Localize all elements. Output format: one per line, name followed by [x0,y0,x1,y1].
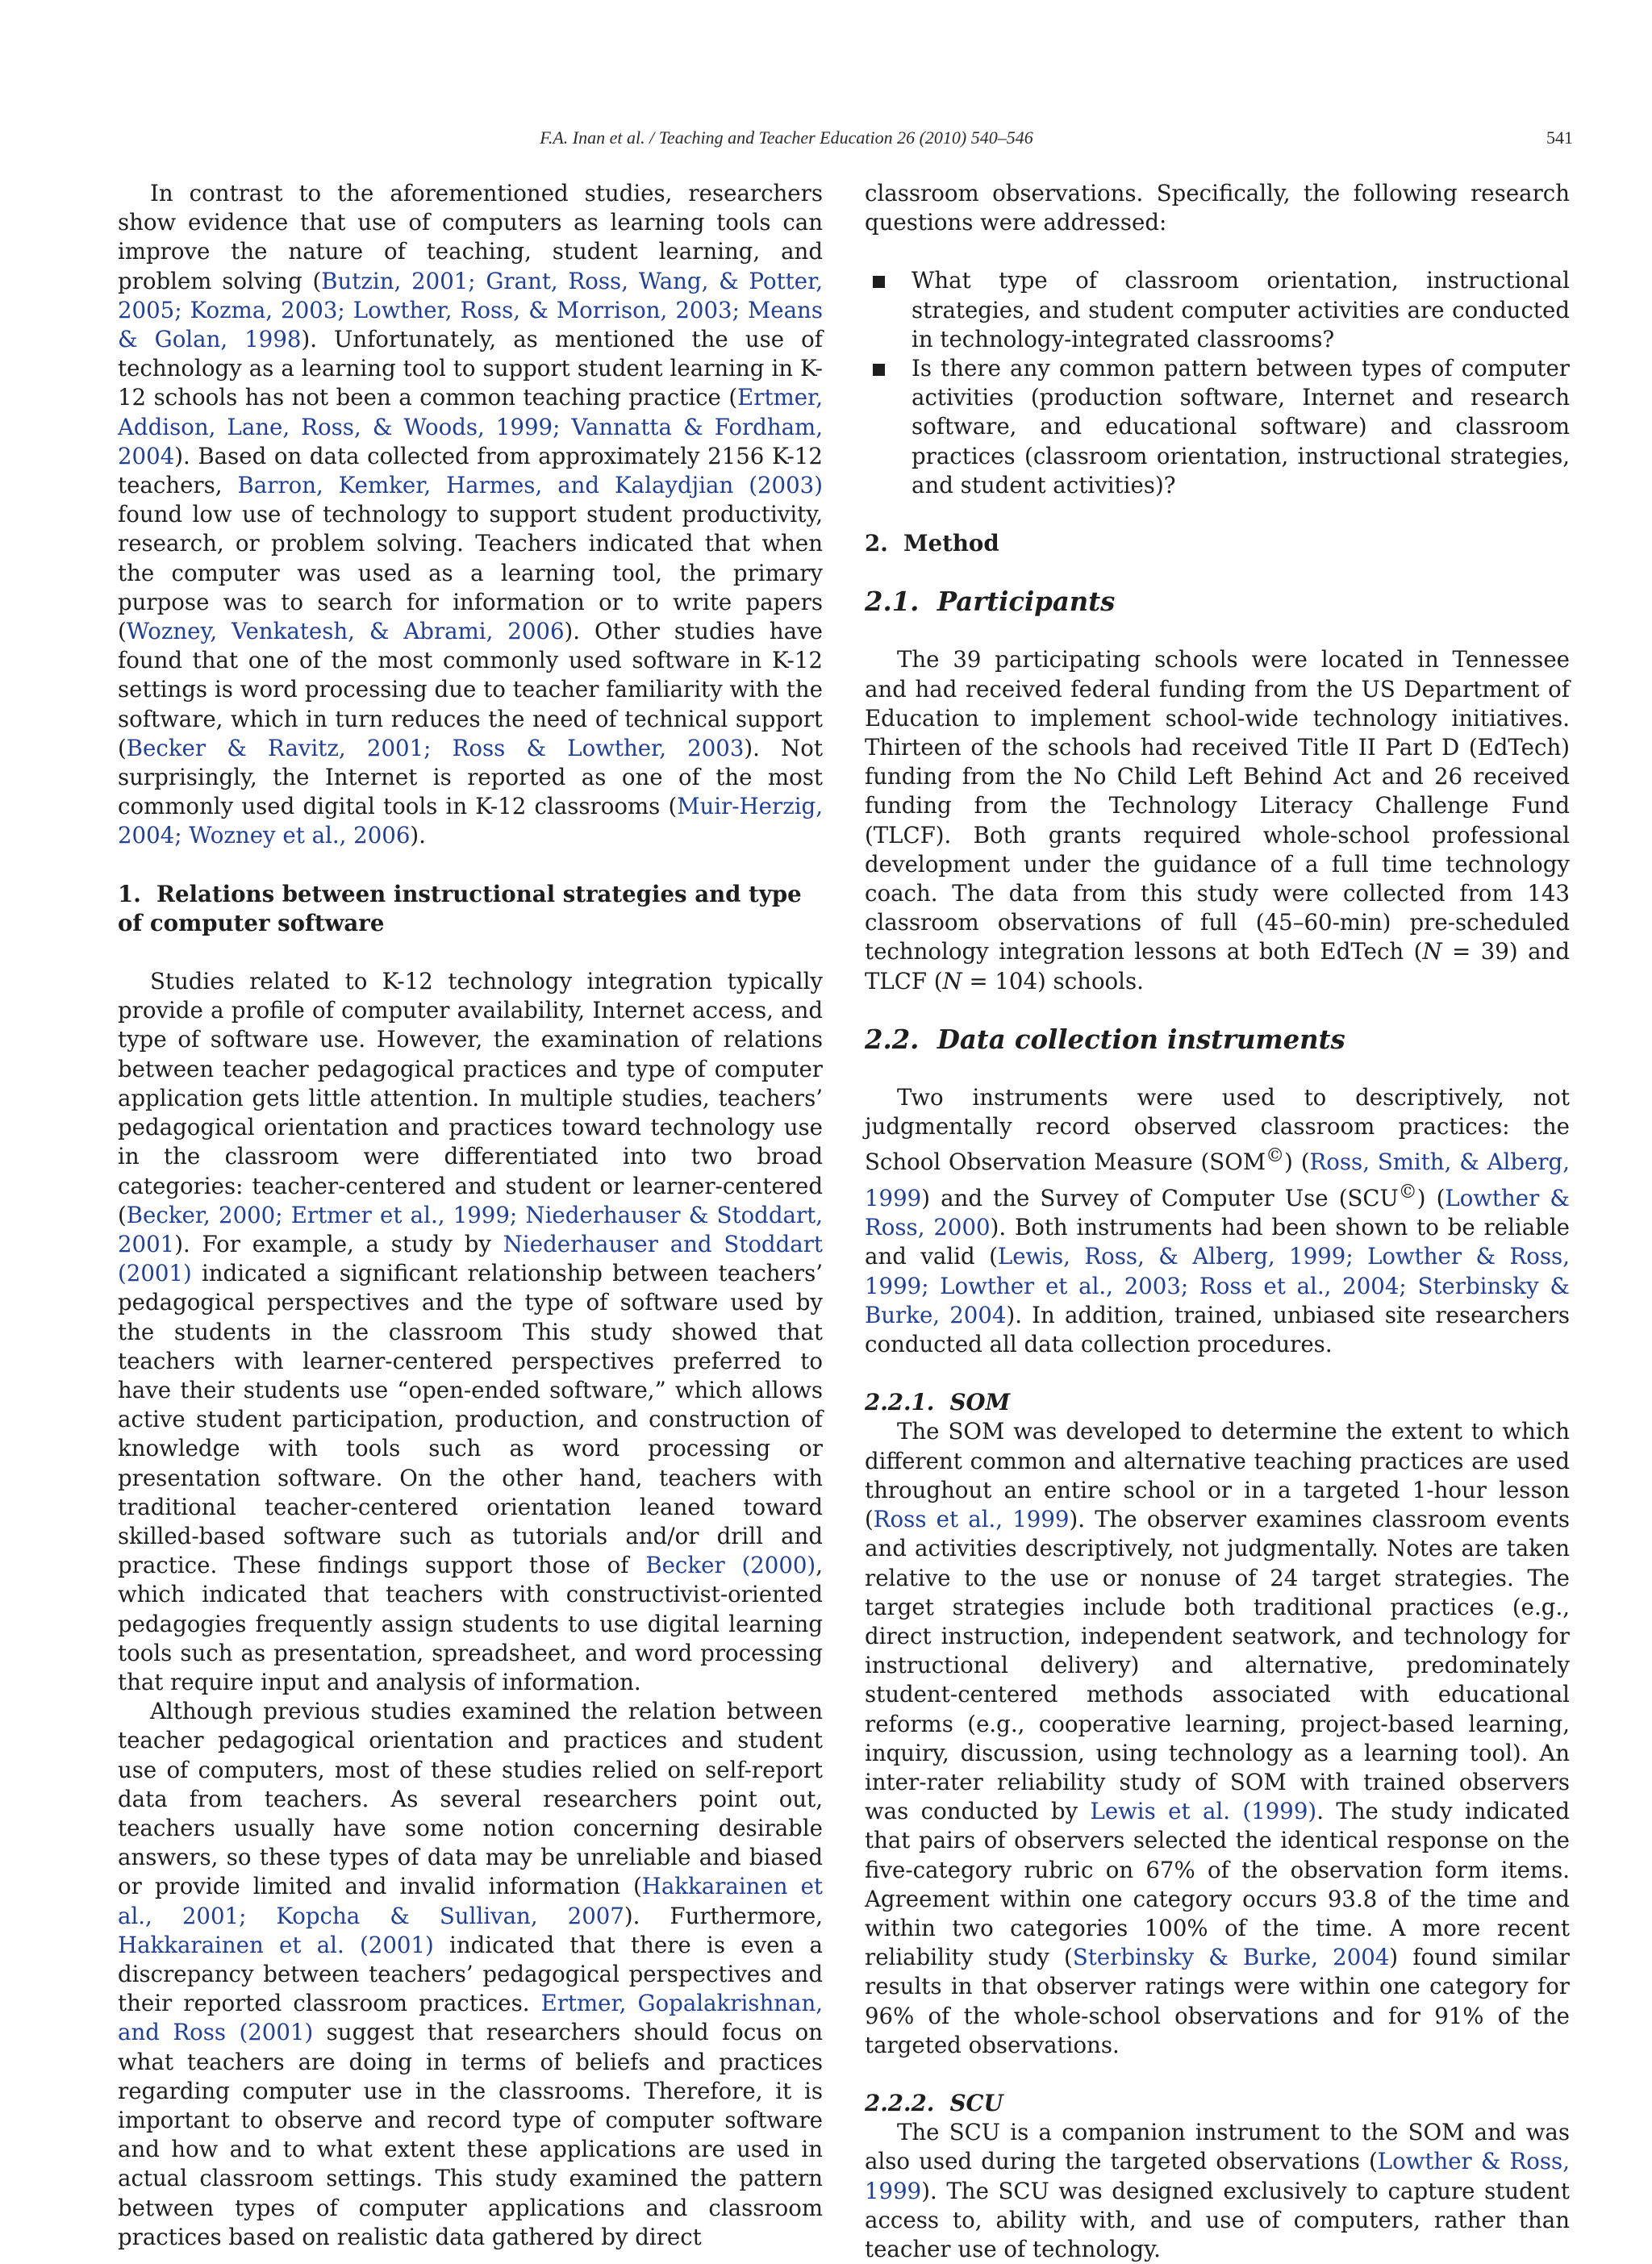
text-span: Studies related to K-12 technology integration typically provide a profile of computer availability, Internet access, and type of software use. However, the examination of relations between teacher pedagogical practices and type of computer application gets little attention. In multiple studies, teachers’ pedagogical orientation and practices toward technology use in the classroom were differentiated into two broad categories: teacher-centered and student or learner-centered ( [118,968,823,1228]
text-span: ). In addition, trained, unbiased site researchers conducted all data collection procedures. [865,1301,1570,1358]
text-span: ). Furthermore, [624,1902,823,1929]
text-span: Two instruments were used to descriptively, not judgmentally record observed classroom practices: the School Observation Measure (SOM [865,1084,1570,1176]
text-span: In contrast to the aforementioned studies, researchers show evidence that use of computers as learning tools can improve the nature of teaching, student learning, and problem solving ( [118,180,823,294]
square-bullet-icon [873,364,885,376]
section-heading-2: 2. Method [865,530,999,557]
text-span: ). [410,822,426,849]
text-span: ). Other studies have found that one of the most commonly used software in K-12 settings is word processing due to teacher familiarity with the software, which in turn reduces the need of technical support ( [118,618,823,761]
text-span: ) ( [1284,1149,1310,1176]
paragraph-instruments [865,1083,1570,1359]
right-column [865,179,1570,2264]
paragraph-continued: classroom observations. Specifically, the following research questions were addressed: [865,180,1570,236]
citation-link[interactable]: Ross, Smith, & Alberg, 1999 [865,1149,1570,1212]
citation-link[interactable]: Becker (2000) [645,1552,816,1579]
text-span: . The study indicated that pairs of observers selected the identical response on the five-category rubric on 67% of the observation form items. Agreement within one category occurs 93.8 of the time and within two categories 100% of the time. A more recent reliability study ( [865,1798,1571,1971]
citation-link[interactable]: Becker, 2000; Ertmer et al., 1999; Niederhauser & Stoddart, 2001 [118,1201,823,1257]
text-span: ). The SCU was designed exclusively to capture student access to, ability with, and use of computers, rather than teacher use of technology. [865,2177,1570,2262]
subsection-heading-instruments: 2.2. Data collection instruments [865,1024,1345,1055]
text-span: indicated that there is even a discrepancy between teachers’ pedagogical perspectives and their reported classroom practices. [118,1931,823,2017]
citation-link[interactable]: Lowther & Ross, 2000 [865,1185,1570,1241]
list-item-text: Is there any common pattern between types of computer activities (production software, Internet and research software, and educational software) and classroom practices (classroom orientation, instructional strategies, and student activities)? [912,355,1570,498]
running-head: F.A. Inan et al. / Teaching and Teacher Education 26 (2010) 540–546 [540,127,1033,148]
citation-link[interactable]: Becker & Ravitz, 2001; Ross & Lowther, 2003 [126,734,745,761]
subsubsection-heading-scu: 2.2.2. SCU [865,2089,1003,2116]
citation-link[interactable]: Lewis et al. (1999) [1090,1798,1317,1825]
paragraph-scu [865,2118,1570,2264]
text-span: ) and the Survey of Computer Use (SCU [921,1185,1399,1212]
text-span: indicated a significant relationship between teachers’ pedagogical perspectives and the type of software used by the students in the classroom This study showed that teachers with learner-centered perspectives preferred to have their students use “open-ended software,” which allows active student participation, production, and construction of knowledge with tools such as word processing or presentation software. On the other hand, teachers with traditional teacher-centered orientation leaned toward skilled-based software such as tutorials and/or drill and practice. These findings support those of [118,1260,823,1579]
subsubsection-heading-som: 2.2.1. SOM [865,1389,1011,1416]
paragraph-relations [118,967,823,1697]
variable-n: N [1422,938,1442,965]
citation-link[interactable]: Sterbinsky & Burke, 2004 [1072,1944,1390,1971]
text-span: = 104) schools. [962,967,1144,994]
citation-link[interactable]: Ross et al., 1999 [873,1506,1070,1533]
citation-link[interactable]: Wozney, Venkatesh, & Abrami, 2006 [126,618,565,645]
citation-link[interactable]: Ertmer, Gopalakrishnan, and Ross (2001) [118,1990,823,2046]
copyright-symbol: © [1266,1145,1285,1167]
citation-link[interactable]: Muir-Herzig, 2004; Wozney et al., 2006 [118,793,823,849]
citation-link[interactable]: Butzin, 2001; Grant, Ross, Wang, & Potter, 2005; Kozma, 2003; Lowther, Ross, & Morrison, 2003; Means & Golan, 1998 [118,267,824,353]
text-span: suggest that researchers should focus on what teachers are doing in terms of beliefs and practices regarding computer use in the classrooms. Therefore, it is important to observe and record type of computer software and how and to what extent these applications are used in actual classroom settings. This study examined the pattern between types of computer applications and classroom practices based on realistic data gathered by direct [118,2019,823,2250]
list-item [865,354,1570,500]
section-heading-1: 1. Relations between instructional strategies and type of computer software [118,880,802,936]
list-item [865,266,1570,354]
text-span: = 39) and TLCF ( [865,938,1571,994]
paragraph-participants [865,645,1570,995]
text-span: ). The observer examines classroom events and activities descriptively, not judgmentally. Notes are taken relative to the use or nonuse of 24 target strategies. The target strategies include both traditional practices (e.g., direct instruction, independent seatwork, and technology for instructional delivery) and alternative, predominately student-centered methods associated with educational reforms (e.g., cooperative learning, project-based learning, inquiry, discussion, using technology as a learning tool). An inter-rater reliability study of SOM with trained observers was conducted by [865,1506,1570,1825]
square-bullet-icon [873,276,885,288]
text-span: , which indicated that teachers with constructivist-oriented pedagogies frequently assign students to use digital learning tools such as presentation, spreadsheet, and word processing that require input and analysis of information. [118,1552,823,1695]
citation-link[interactable]: Barron, Kemker, Harmes, and Kalaydjian (2003) [237,472,823,499]
text-span: ). Unfortunately, as mentioned the use of technology as a learning tool to support student learning in K-12 schools has not been a common teaching practice ( [118,326,823,411]
copyright-symbol: © [1398,1181,1417,1203]
paragraph-intro [118,179,823,851]
paragraph-som [865,1417,1570,2059]
text-span: The SCU is a companion instrument to the SOM and was also used during the targeted observations ( [865,2119,1570,2175]
text-span: ). Both instruments had been shown to be reliable and valid ( [865,1214,1570,1270]
paragraph-self-report [118,1697,823,2252]
subsection-heading-participants: 2.1. Participants [865,586,1116,618]
citation-link[interactable]: Lowther & Ross, 1999 [865,2148,1570,2204]
text-span: ). Based on data collected from approximately 2156 K-12 teachers, [118,442,823,499]
page-number: 541 [1546,127,1573,148]
text-span: ) ( [1416,1185,1446,1212]
list-item-text: What type of classroom orientation, instructional strategies, and student computer activities are conducted in technology-integrated classrooms? [912,267,1570,352]
text-span: ). For example, a study by [174,1230,503,1257]
citation-link[interactable]: Niederhauser and Stoddart (2001) [118,1230,823,1287]
citation-link[interactable]: Lewis, Ross, & Alberg, 1999; Lowther & Ross, 1999; Lowther et al., 2003; Ross et al., 2004; Sterbinsky & Burke, 2004 [865,1243,1570,1328]
text-span: The SOM was developed to determine the extent to which different common and alternative teaching practices are used throughout an entire school or in a targeted 1-hour lesson ( [865,1418,1570,1533]
citation-link[interactable]: Hakkarainen et al., 2001; Kopcha & Sullivan, 2007 [118,1873,823,1929]
citation-link[interactable]: Ertmer, Addison, Lane, Ross, & Woods, 1999; Vannatta & Fordham, 2004 [118,384,823,469]
left-column [118,179,823,2252]
text-span: ) found similar results in that observer ratings were within one category for 96% of the whole-school observations and for 91% of the targeted observations. [865,1944,1570,2058]
text-span: The 39 participating schools were located in Tennessee and had received federal funding from the US Department of Education to implement school-wide technology initiatives. Thirteen of the schools had received Title II Part D (EdTech) funding from the No Child Left Behind Act and 26 received funding from the Technology Literacy Challenge Fund (TLCF). Both grants required whole-school professional development under the guidance of a full time technology coach. The data from this study were collected from 143 classroom observations of full (45–60-min) pre-scheduled technology integration lessons at both EdTech ( [865,646,1570,965]
text-span: Although previous studies examined the relation between teacher pedagogical orientation and practices and student use of computers, most of these studies relied on self-report data from teachers. As several researchers point out, teachers usually have some notion concerning desirable answers, so these types of data may be unreliable and biased or provide limited and invalid information ( [118,1698,823,1900]
citation-link[interactable]: Hakkarainen et al. (2001) [118,1931,434,1958]
variable-n: N [942,967,962,994]
text-span: ). Not surprisingly, the Internet is reported as one of the most commonly used digital tools in K-12 classrooms ( [118,734,823,820]
text-span: found low use of technology to support student productivity, research, or problem solving. Teachers indicated that when the computer was used as a learning tool, the primary purpose was to search for information or to write papers ( [118,501,823,645]
research-questions-list [865,266,1570,500]
